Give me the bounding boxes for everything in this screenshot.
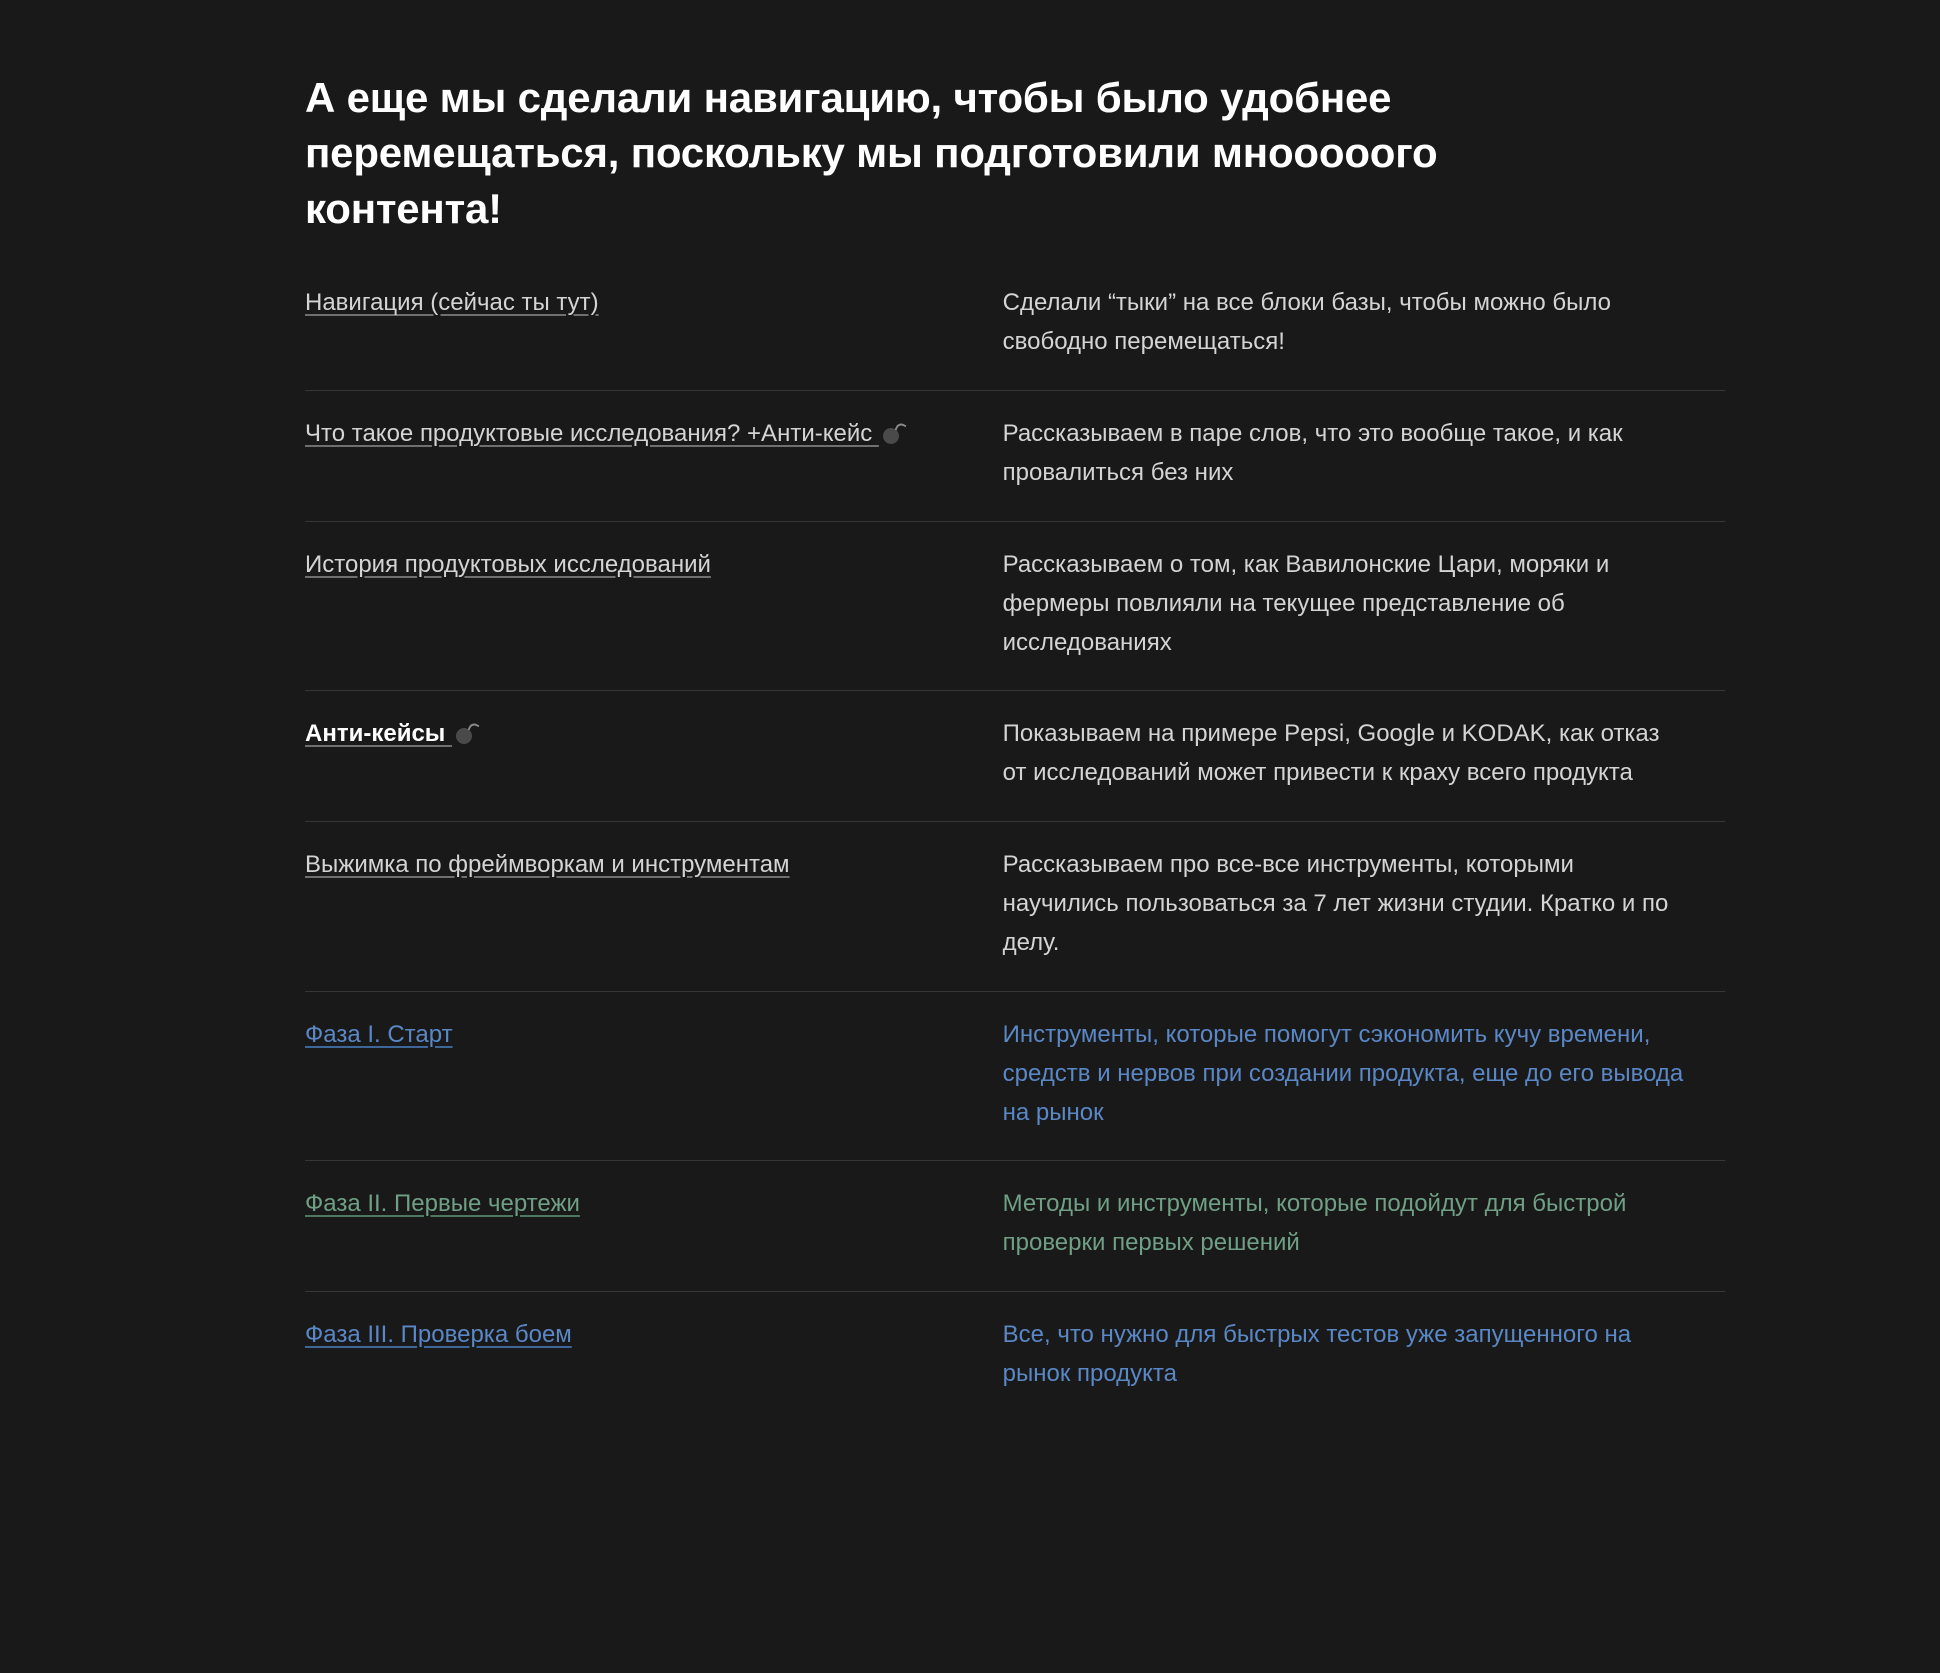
nav-link-cell [305,991,991,1161]
nav-link-cell [305,691,991,822]
nav-link-navigation[interactable]: Навигация (сейчас ты тут) [305,289,599,317]
page-title: А еще мы сделали навигацию, чтобы было удобнее перемещаться, поскольку мы подготовили мнооооого контента! [305,74,1438,232]
nav-desc-cell [991,822,1725,992]
nav-desc-phase-3: Все, что нужно для быстрых тестов уже запущенного на рынок продукта [1002,1321,1632,1388]
nav-desc-cell [991,691,1725,822]
table-row [305,278,1725,390]
nav-desc-what-is-product-research: Рассказываем в паре слов, что это вообще такое, и как провалиться без них [1002,420,1623,486]
navigation-table [305,278,1725,1422]
nav-link-phase-1[interactable]: Фаза I. Старт [305,1020,453,1048]
nav-link-anti-cases[interactable]: Анти-кейсы [305,720,452,748]
nav-link-what-is-product-research[interactable]: Что такое продуктовые исследования? +Анти-кейс [305,420,879,448]
nav-desc-cell [991,391,1725,522]
nav-desc-phase-1: Инструменты, которые помогут сэкономить кучу времени, средств и нервов при создании продукта, еще до его вывода на рынок [1002,1020,1684,1126]
nav-link-cell [305,521,991,691]
nav-desc-cell [991,521,1725,691]
nav-desc-phase-2: Методы и инструменты, которые подойдут для быстрой проверки первых решений [1002,1190,1627,1257]
bomb-icon [883,423,905,445]
table-row [305,1161,1725,1292]
table-row [305,691,1725,822]
table-row [305,822,1725,992]
nav-desc-navigation: Сделали “тыки” на все блоки базы, чтобы можно было свободно перемещаться! [1002,289,1611,356]
nav-link-cell [305,391,991,522]
nav-desc-history: Рассказываем о том, как Вавилонские Цари, моряки и фермеры повлияли на текущее представление об исследованиях [1002,550,1610,656]
nav-link-history[interactable]: История продуктовых исследований [305,550,711,578]
nav-desc-cell [991,278,1725,390]
nav-desc-cell [991,1292,1725,1422]
table-row [305,521,1725,691]
nav-link-frameworks-digest[interactable]: Выжимка по фреймворкам и инструментам [305,851,790,879]
nav-desc-cell [991,1161,1725,1292]
nav-link-phase-3[interactable]: Фаза III. Проверка боем [305,1321,572,1349]
bomb-icon [456,723,478,745]
nav-link-phase-2[interactable]: Фаза II. Первые чертежи [305,1190,580,1218]
content-column [305,70,1725,1422]
nav-link-cell [305,1161,991,1292]
nav-desc-frameworks-digest: Рассказываем про все-все инструменты, которыми научились пользоваться за 7 лет жизни студии. Кратко и по делу. [1002,851,1669,956]
nav-link-cell [305,1292,991,1422]
navigation-table-body [305,278,1725,1422]
nav-desc-cell [991,991,1725,1161]
table-row [305,991,1725,1161]
table-row [305,391,1725,522]
nav-desc-anti-cases: Показываем на примере Pepsi, Google и KODAK, как отказ от исследований может привести к краху всего продукта [1002,720,1660,787]
table-row [305,1292,1725,1422]
nav-link-cell [305,822,991,992]
nav-link-cell [305,278,991,390]
